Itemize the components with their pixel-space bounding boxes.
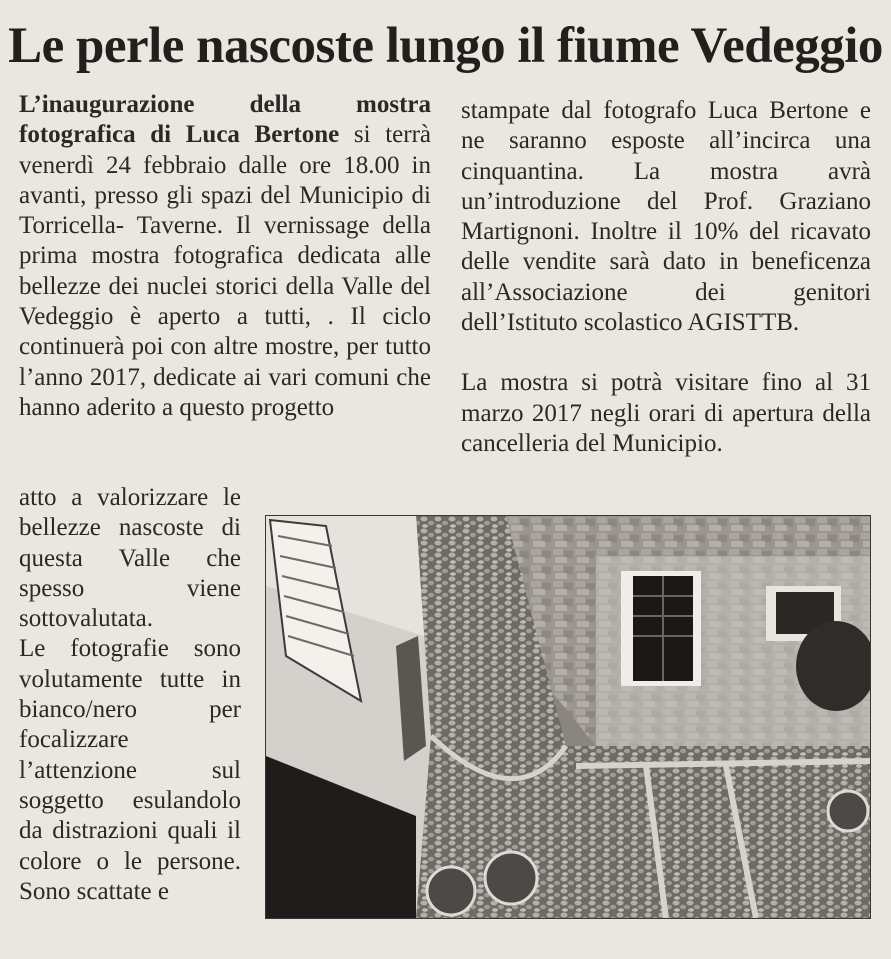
lead-bold-text: L’inaugurazione della mostra fotografica di Luca Bertone	[19, 91, 431, 149]
narrow-paragraph-1: atto a valorizzare le bellezze nascoste di questa Valle che spesso viene sottovalutata.	[19, 484, 241, 633]
narrow-column	[19, 483, 241, 907]
right-paragraph-2: La mostra si potrà visitare fino al 31 marzo 2017 negli orari di apertura della cancelleria del Municipio.	[461, 369, 871, 457]
alley-photo-illustration	[266, 516, 870, 918]
right-column	[461, 96, 871, 459]
narrow-paragraph-2: Le fotografie sono volutamente tutte in bianco/nero per focalizzare l’attenzione sul soggetto esulandolo da distrazioni quali il colore o le persone. Sono scattate e	[19, 635, 241, 905]
article-headline: Le perle nascoste lungo il fiume Vedeggio	[8, 18, 883, 74]
alley-photo	[265, 515, 871, 919]
left-column-body: si terrà venerdì 24 febbraio dalle ore 18.00 in avanti, presso gli spazi del Municipio di Torricella- Taverne. Il vernissage della prima mostra fotografica dedicata alle bellezze dei nuclei storici della Valle del Vedeggio è aperto a tutti, . Il ciclo continuerà poi con altre mostre, per tutto l’anno 2017, dedicate ai vari comuni che hanno aderito a questo progetto	[19, 121, 431, 421]
paragraph-gap	[461, 338, 871, 368]
left-column	[19, 90, 431, 423]
right-paragraph-1: stampate dal fotografo Luca Bertone e ne saranno esposte all’incirca una cinquantina. La mostra avrà un’introduzione del Prof. Graziano Martignoni. Inoltre il 10% del ricavato delle vendite sarà dato in beneficenza all’Associazione dei genitori dell’Istituto scolastico AGISTTB.	[461, 97, 871, 337]
